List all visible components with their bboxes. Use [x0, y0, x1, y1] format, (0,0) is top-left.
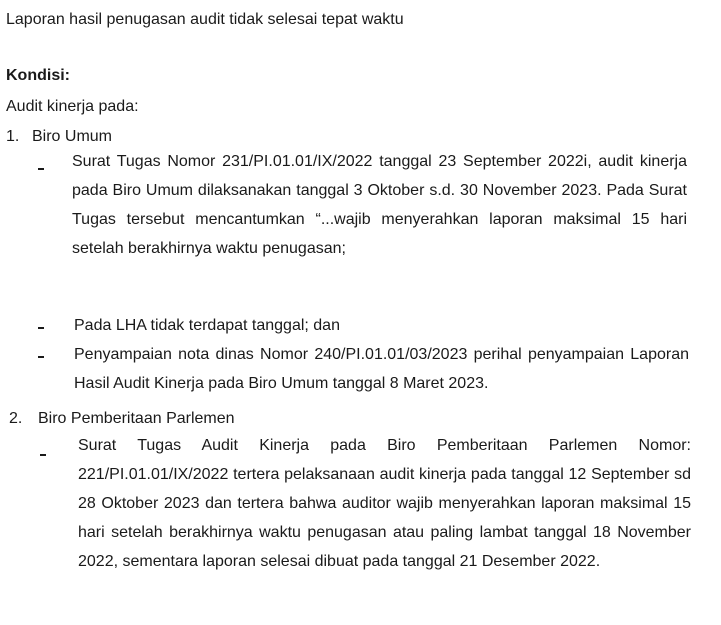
item-title-biro-umum: Biro Umum: [32, 128, 113, 145]
document-title: Laporan hasil penugasan audit tidak selesai tepat waktu: [6, 11, 404, 28]
bullet-dash: [38, 168, 44, 170]
bullet-dash: [38, 356, 44, 358]
bullet-text: Surat Tugas Audit Kinerja pada Biro Pemberitaan Parlemen Nomor: 221/PI.01.01/IX/2022 tertera pelaksanaan audit kinerja pada tanggal 12 September sd 28 Oktober 2023 dan tertera bahwa auditor wajib menyerahkan laporan maksimal 15 hari setelah berakhirnya waktu penugasan atau paling lambat tanggal 18 November 2022, sementara laporan selesai dibuat pada tanggal 21 Desember 2022.: [78, 437, 691, 570]
bullet-dash: [38, 327, 44, 329]
bullet-text: Pada LHA tidak terdapat tanggal; dan: [74, 317, 340, 334]
kondisi-heading: Kondisi:: [6, 67, 70, 84]
bullet-text: Surat Tugas Nomor 231/PI.01.01/IX/2022 tanggal 23 September 2022i, audit kinerja pada Biro Umum dilaksanakan tanggal 3 Oktober s.d. 30 November 2023. Pada Surat Tugas tersebut mencantumkan “...wajib menyerahkan laporan maksimal 15 hari setelah berakhirnya waktu penugasan;: [72, 153, 687, 257]
bullet-text: Penyampaian nota dinas Nomor 240/PI.01.01/03/2023 perihal penyampaian Laporan Hasil Audit Kinerja pada Biro Umum tanggal 8 Maret 2023.: [74, 346, 689, 392]
item-number: 1.: [6, 128, 20, 145]
item-title-biro-pemberitaan-parlemen: Biro Pemberitaan Parlemen: [38, 410, 235, 427]
intro-text: Audit kinerja pada:: [6, 98, 139, 115]
bullet-dash: [40, 454, 46, 456]
item-number: 2.: [9, 410, 23, 427]
